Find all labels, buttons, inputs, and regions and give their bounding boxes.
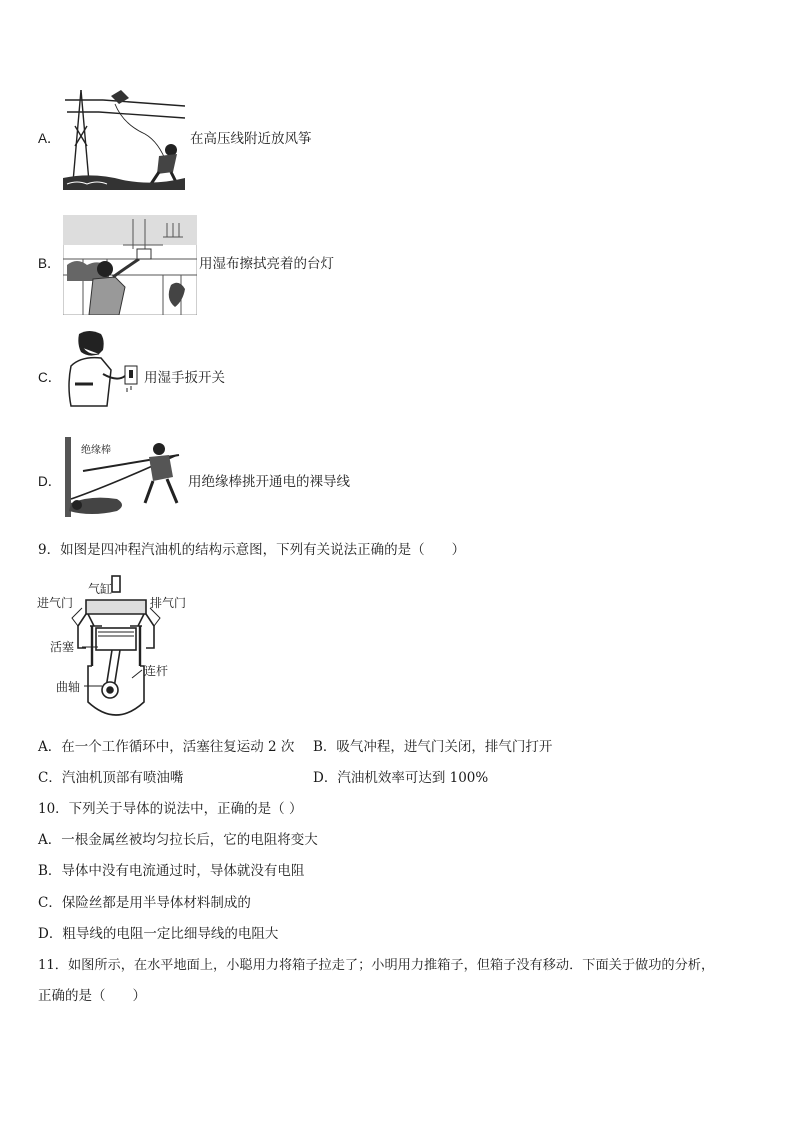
q9-option-c: C．汽油机顶部有喷油嘴 bbox=[38, 770, 184, 786]
q9-option-d: D．汽油机效率可达到 100% bbox=[313, 770, 489, 786]
option-text: 用湿手扳开关 bbox=[144, 370, 225, 386]
option-text: 在高压线附近放风筝 bbox=[190, 131, 312, 147]
option-letter: B． bbox=[38, 256, 61, 271]
q9-option-b: B．吸气冲程，进气门关闭，排气门打开 bbox=[313, 739, 553, 755]
option-letter: C． bbox=[38, 370, 62, 385]
q10-option-b: B．导体中没有电流通过时，导体就没有电阻 bbox=[38, 863, 305, 879]
q9-stem: 9．如图是四冲程汽油机的结构示意图，下列有关说法正确的是（ ） bbox=[38, 542, 466, 558]
engine-diagram bbox=[36, 574, 196, 724]
q10-option-a: A．一根金属丝被均匀拉长后，它的电阻将变大 bbox=[38, 832, 318, 848]
insulated-rod-image bbox=[63, 437, 187, 521]
label-exhaust-valve: 排气门 bbox=[150, 596, 187, 610]
label-cylinder: 气缸 bbox=[88, 582, 113, 596]
label-intake-valve: 进气门 bbox=[37, 596, 74, 610]
label-crankshaft: 曲轴 bbox=[56, 680, 81, 694]
q11-stem-line2: 正确的是（ ） bbox=[38, 988, 146, 1004]
q10-option-d: D．粗导线的电阻一定比细导线的电阻大 bbox=[38, 926, 279, 942]
option-text: 用绝缘棒挑开通电的裸导线 bbox=[188, 474, 350, 490]
label-connecting-rod: 连杆 bbox=[144, 664, 169, 678]
q10-stem: 10．下列关于导体的说法中，正确的是（ ） bbox=[38, 801, 303, 817]
q10-option-c: C．保险丝都是用半导体材料制成的 bbox=[38, 895, 251, 911]
wet-hand-switch-image bbox=[63, 330, 143, 414]
kite-power-line-image bbox=[63, 86, 185, 190]
option-letter: A． bbox=[38, 131, 61, 146]
q9-option-a: A．在一个工作循环中，活塞往复运动 2 次 bbox=[38, 739, 295, 755]
option-text: 用湿布擦拭亮着的台灯 bbox=[199, 256, 334, 272]
q11-stem-line1: 11．如图所示，在水平地面上，小聪用力将箱子拉走了；小明用力推箱子，但箱子没有移动．下面关于做功的分析， bbox=[38, 958, 715, 973]
option-letter: D． bbox=[38, 474, 62, 489]
label-piston: 活塞 bbox=[50, 640, 75, 654]
wiping-lamp-image bbox=[63, 215, 197, 315]
figure-rod-label: 绝缘棒 bbox=[81, 445, 111, 456]
